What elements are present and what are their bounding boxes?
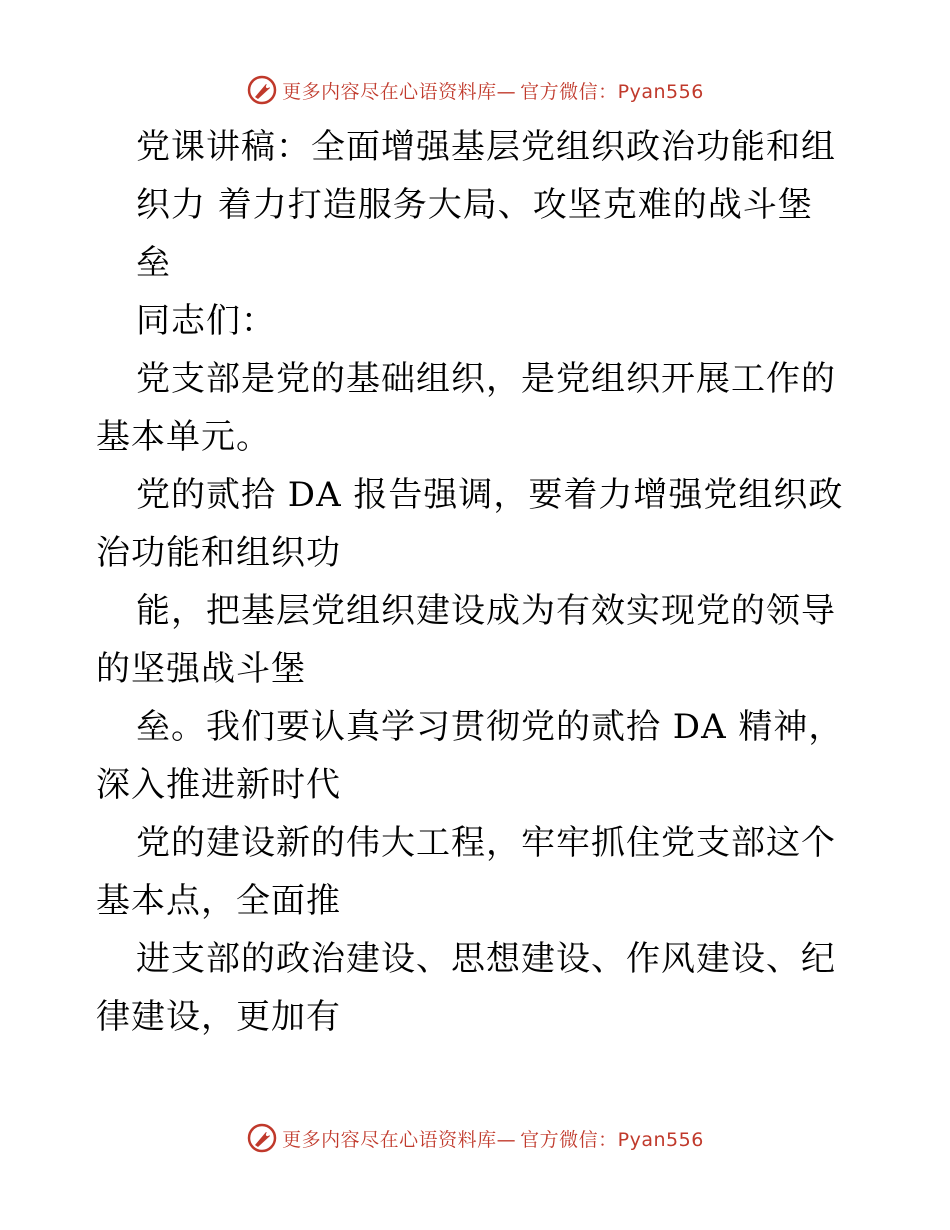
pen-nib-logo-icon (246, 74, 278, 106)
paragraph-6: 进支部的政治建设、思想建设、作风建设、纪律建设，更加有 (96, 939, 836, 1037)
watermark-wechat: 官方微信：Pyan556 (520, 80, 704, 103)
paragraph-1: 党支部是党的基础组织，是党组织开展工作的基本单元。 (96, 359, 836, 457)
salutation: 同志们： (136, 301, 276, 341)
paragraph-2: 党的贰拾 DA 报告强调，要着力增强党组织政治功能和组织功 (96, 475, 844, 573)
paragraph-4: 垒。我们要认真学习贯彻党的贰拾 DA 精神，深入推进新时代 (96, 707, 844, 805)
document-title-line-3: 垒 (136, 243, 171, 283)
document-title-line-1: 党课讲稿：全面增强基层党组织政治功能和组 (136, 127, 836, 167)
watermark-wechat: 官方微信：Pyan556 (520, 1128, 704, 1151)
footer-watermark (0, 1118, 950, 1158)
paragraph-5: 党的建设新的伟大工程，牢牢抓住党支部这个基本点，全面推 (96, 823, 836, 921)
watermark-text: 更多内容尽在心语资料库— (282, 1128, 517, 1151)
document-body (96, 118, 866, 1046)
paragraph-3: 能，把基层党组织建设成为有效实现党的领导的坚强战斗堡 (96, 591, 836, 689)
header-watermark (0, 70, 950, 110)
pen-nib-logo-icon (246, 1122, 278, 1154)
document-title-line-2: 织力 着力打造服务大局、攻坚克难的战斗堡 (136, 185, 813, 225)
watermark-text: 更多内容尽在心语资料库— (282, 80, 517, 103)
